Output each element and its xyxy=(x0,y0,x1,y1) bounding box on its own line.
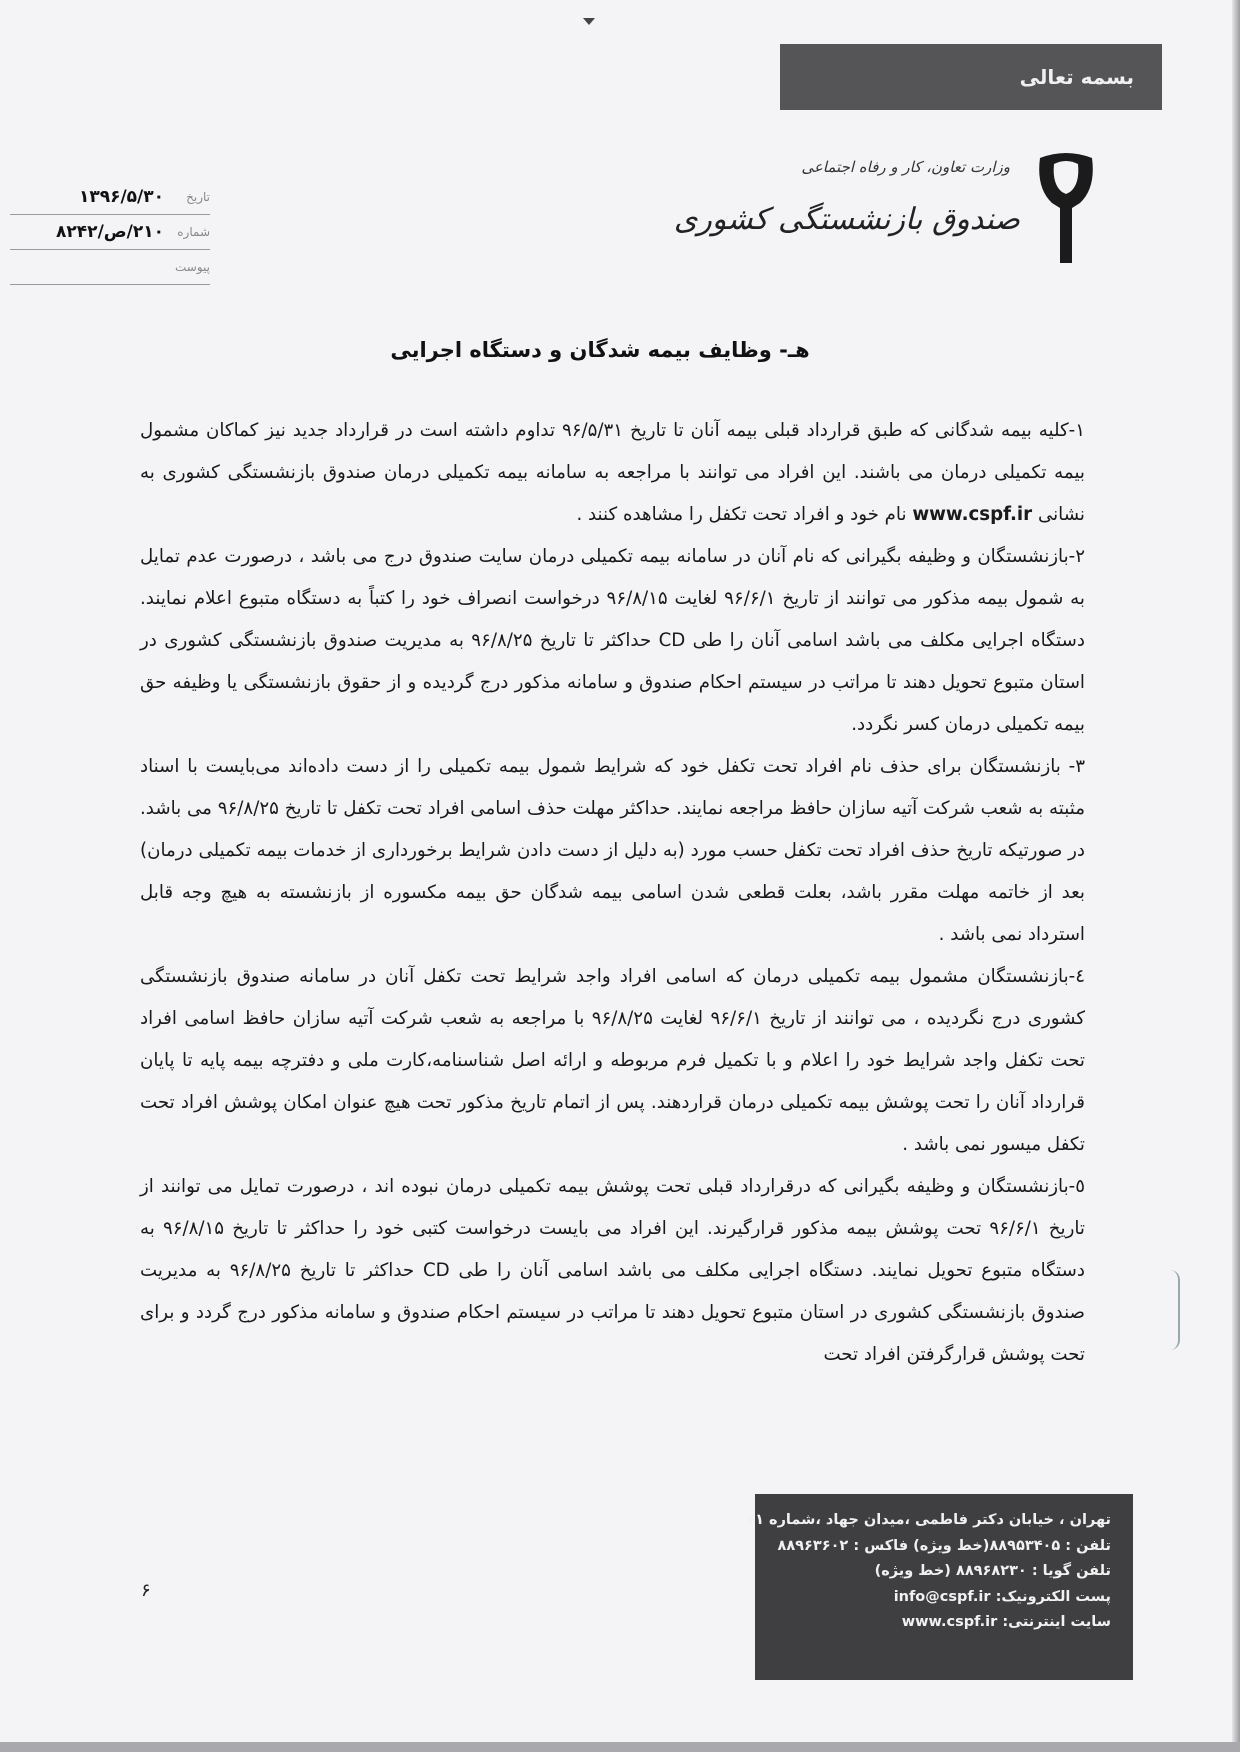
scan-edge-bottom xyxy=(0,1742,1240,1752)
attachment-label: پیوست xyxy=(175,260,210,274)
page-number: ۶ xyxy=(141,1580,151,1601)
punch-mark xyxy=(583,18,595,25)
footer-email: پست الکترونیک: info@cspf.ir xyxy=(893,1588,1111,1605)
paragraph-2: ۲-بازنشستگان و وظیفه بگیرانی که نام آنان در سامانه بیمه تکمیلی درمان سایت صندوق درج می باشد ، درصورت عدم تمایل به شمول بیمه مذکور می توانند از تاریخ ۹۶/۶/۱ لغایت ۹۶/۸/۱۵ درخواست انصراف خود را کتباً به دستگاه متبوع اعلام نمایند. دستگاه اجرایی مکلف می باشد اسامی آنان را طی CD حداکثر تا تاریخ ۹۶/۸/۲۵ به مدیریت صندوق بازنشستگی کشوری در استان متبوع تحویل دهند تا مراتب در سیستم احکام صندوق و سامانه مذکور درج گردیده و از حقوق بازنشستگی یا وظیفه حق بیمه تکمیلی درمان کسر نگردد. xyxy=(140,546,1085,735)
scan-edge-right xyxy=(1232,0,1240,1752)
document-body xyxy=(140,410,1085,1376)
footer-website: سایت اینترنتی: www.cspf.ir xyxy=(901,1614,1111,1630)
footer-phone2: تلفن گویا : ۸۸۹۶۸۲۳۰ (خط ویژه) xyxy=(874,1563,1111,1579)
section-heading: هـ- وظایف بیمه شدگان و دستگاه اجرایی xyxy=(390,338,810,362)
paragraph-1-text-b: نام خود و افراد تحت تکفل را مشاهده کنند . xyxy=(576,504,907,525)
bismillah-text: بسمه تعالی xyxy=(1019,65,1134,89)
website-link: www.cspf.ir xyxy=(912,504,1033,525)
number-row xyxy=(10,215,210,250)
number-value: ۲۱۰/ص/۸۲۴۲ xyxy=(56,222,164,242)
fund-name: صندوق بازنشستگی کشوری xyxy=(673,202,1020,237)
paragraph-4: ٤-بازنشستگان مشمول بیمه تکمیلی درمان که اسامی افراد واجد شرایط تحت تکفل آنان در سامانه صندوق بازنشستگی کشوری درج نگردیده ، می توانند از تاریخ ۹۶/۶/۱ لغایت ۹۶/۸/۲۵ با مراجعه به شعب شرکت آتیه سازان حافظ اسامی افراد تحت تکفل واجد شرایط خود را اعلام و با تکمیل فرم مربوطه و ارائه اصل شناسنامه،کارت ملی و دفترچه بیمه پایه تا پایان قرارداد آنان را تحت پوشش بیمه تکمیلی درمان قراردهند. پس از اتمام تاریخ مذکور تحت هیچ عنوان امکان پوشش افراد تحت تکفل میسور نمی باشد . xyxy=(140,966,1086,1155)
footer-address: تهران ، خیابان دکتر فاطمی ،میدان جهاد ،شماره ۶۱ xyxy=(746,1512,1111,1528)
organization-logo xyxy=(673,140,1110,285)
attachment-row xyxy=(10,250,210,285)
footer-phone: تلفن : ۸۸۹۵۳۴۰۵(خط ویژه) فاکس : ۸۸۹۶۳۶۰۲ xyxy=(777,1537,1111,1554)
date-value: ۱۳۹۶/۵/۳۰ xyxy=(78,187,164,207)
bismillah-banner xyxy=(780,44,1162,110)
contact-footer xyxy=(746,1494,1133,1680)
number-label: شماره xyxy=(177,225,210,239)
paragraph-3: ۳- بازنشستگان برای حذف نام افراد تحت تکفل خود که شرایط شمول بیمه تکمیلی را از دست داده‌اند می‌بایست با اسناد مثبته به شعب شرکت آتیه سازان حافظ مراجعه نمایند. حداکثر مهلت حذف اسامی افراد تحت تکفل تا تاریخ ۹۶/۸/۲۵ می باشد. در صورتیکه تاریخ حذف افراد تحت تکفل حسب مورد (به دلیل از دست دادن شرایط برخورداری از خدمات بیمه تکمیلی درمان) بعد از خاتمه مهلت مقرر باشد، بعلت قطعی شدن اسامی بیمه شدگان حق بیمه مکسوره از بازنشسته به هیچ وجه قابل استرداد نمی باشد . xyxy=(140,756,1085,945)
cspf-emblem-icon xyxy=(1030,148,1102,268)
date-row xyxy=(10,180,210,215)
paragraph-1-text-a: ۱-کلیه بیمه شدگانی که طبق قرارداد قبلی بیمه آنان تا تاریخ ۹۶/۵/۳۱ تداوم داشته است در قرارداد جدید نیز کماکان مشمول بیمه تکمیلی درمان می باشند. این افراد می توانند با مراجعه به سامانه بیمه تکمیلی درمان صندوق بازنشستگی کشوری به نشانی xyxy=(140,420,1085,525)
paragraph-1 xyxy=(140,410,1085,536)
paragraph-5: ٥-بازنشستگان و وظیفه بگیرانی که درقرارداد قبلی تحت پوشش بیمه تکمیلی درمان نبوده اند ، درصورت تمایل می توانند از تاریخ ۹۶/۶/۱ تحت پوشش بیمه مذکور قرارگیرند. این افراد می بایست درخواست کتبی خود را حداکثر تا تاریخ ۹۶/۸/۱۵ به دستگاه متبوع تحویل نمایند. دستگاه اجرایی مکلف می باشد اسامی آنان را طی CD حداکثر تا تاریخ ۹۶/۸/۲۵ به مدیریت صندوق بازنشستگی کشوری در استان متبوع تحویل دهند تا مراتب در سیستم احکام صندوق و سامانه مذکور درج گردد و برای تحت پوشش قرارگرفتن افراد تحت xyxy=(140,1176,1085,1365)
handwritten-mark xyxy=(1160,1270,1180,1350)
letter-meta xyxy=(10,180,210,285)
ministry-name: وزارت تعاون، کار و رفاه اجتماعی xyxy=(801,158,1010,176)
date-label: تاریخ xyxy=(186,190,210,204)
